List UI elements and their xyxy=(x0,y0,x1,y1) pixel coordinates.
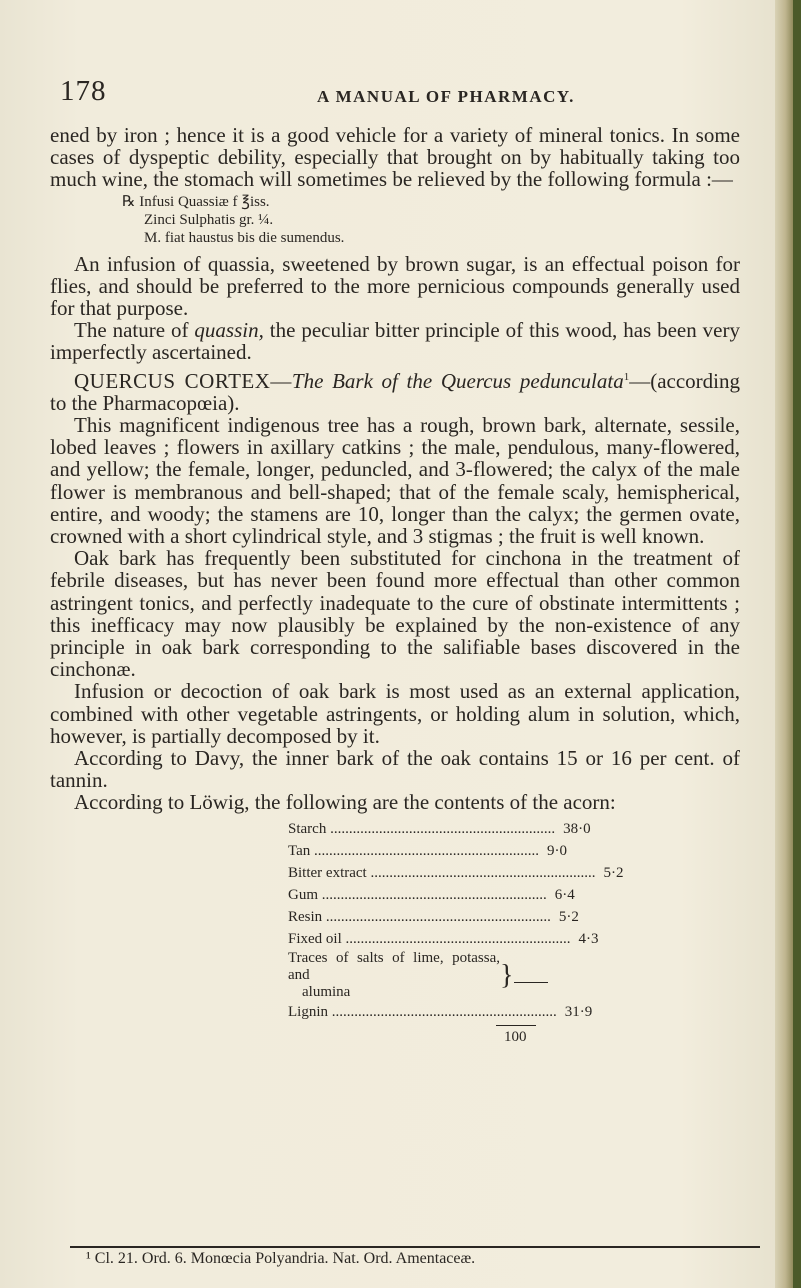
quassin-italic: quassin, xyxy=(194,318,264,343)
paragraph-lowig: According to Löwig, the following are the contents of the acorn: xyxy=(74,790,616,815)
footnote-marker: 1 xyxy=(623,370,630,383)
recipe-formula xyxy=(122,193,740,247)
row-name: Fixed oil ............................................................ xyxy=(288,931,571,948)
footnote: ¹ Cl. 21. Ord. 6. Monœcia Polyandria. Nat. Ord. Amentaceæ. xyxy=(86,1250,476,1267)
table-row-traces xyxy=(288,950,548,1001)
row-name: Starch ............................................................ xyxy=(288,820,556,837)
row-value: 38·0 xyxy=(563,820,591,837)
row-value: 5·2 xyxy=(558,909,579,926)
recipe-line-2: Zinci Sulphatis gr. ¼. xyxy=(144,211,274,228)
row-value: 6·4 xyxy=(554,886,575,903)
quassin-text-c: the peculiar bitter principle of this wood, has been very imperfectly ascertained. xyxy=(50,318,740,365)
quercus-heading: QUERCUS CORTEX— xyxy=(74,368,292,393)
paragraph-quassin xyxy=(50,319,740,363)
paragraph-tree-description: This magnificent indigenous tree has a rough, brown bark, alternate, sessile, lobed leaves ; flowers in axillary catkins ; the male, pendulous, many-flowered, and yellow; the female, longer, peduncled, and 3-flowered; the calyx of the male flower is membranous and bell-shaped; that of the female scaly, hemispherical, entire, and woody; the stamens are 10, longer than the calyx; the germen ovate, crowned with a short cylindrical style, and 3 stigmas ; the fruit is well known. xyxy=(50,413,740,549)
acorn-contents-table xyxy=(288,818,624,1049)
table-row xyxy=(288,884,575,906)
section-heading-quercus xyxy=(50,370,740,414)
traces-blank-value xyxy=(514,966,548,983)
quercus-note: —(according to the Pharmacopœia). xyxy=(50,368,740,415)
quercus-subtitle: The Bark of the Quercus pedunculata xyxy=(291,368,624,393)
row-value: 5·2 xyxy=(603,864,624,881)
row-name: Resin ............................................................ xyxy=(288,909,551,926)
paragraph-iron: ened by iron ; hence it is a good vehicle for a variety of mineral tonics. In some cases of dyspeptic debility, especially that brought on by habitually taking too much wine, the stomach will sometimes be relieved by the following formula :— xyxy=(50,123,740,192)
recipe-line-3: M. fiat haustus bis die sumendus. xyxy=(144,229,345,246)
paragraph-oak-bark-use: Oak bark has frequently been substituted for cinchona in the treatment of febrile diseases, but has never been found more effectual than other common astringent tonics, and perfectly inadequate to the cure of obstinate intermittents ; this inefficacy may now plausibly be explained by the non-existence of any principle in oak bark corresponding to the salifiable bases discovered in the cinchonæ. xyxy=(50,546,740,682)
table-row-lignin xyxy=(288,1001,593,1023)
row-name: Tan ............................................................ xyxy=(288,842,540,859)
row-name: Bitter extract ............................................................ xyxy=(288,864,596,881)
paragraph-davy: According to Davy, the inner bark of the oak contains 15 or 16 per cent. of tannin. xyxy=(50,746,740,793)
table-row xyxy=(288,840,568,862)
traces-line-2: alumina xyxy=(302,984,351,1001)
paragraph-quassia-infusion: An infusion of quassia, sweetened by brown sugar, is an effectual poison for flies, and should be preferred to the more pernicious compounds generally used for that purpose. xyxy=(50,251,740,321)
book-cover-edge xyxy=(793,0,801,1288)
table-row xyxy=(288,862,624,884)
table-row xyxy=(288,906,579,928)
table-row xyxy=(288,818,591,840)
lignin-value: 31·9 xyxy=(564,1004,593,1021)
running-head: A MANUAL OF PHARMACY. xyxy=(317,87,575,106)
row-value: 4·3 xyxy=(578,931,599,948)
lignin-name: Lignin ............................................................ xyxy=(288,1004,557,1021)
paragraph-infusion: Infusion or decoction of oak bark is most used as an external application, combined with other vegetable astringents, or holding alum in solution, which, however, is partially decomposed by it. xyxy=(50,679,740,748)
table-total: 100 xyxy=(504,1029,527,1046)
row-name: Gum ............................................................ xyxy=(288,886,547,903)
brace-mark: } xyxy=(500,959,514,991)
page-header xyxy=(60,75,740,115)
row-value: 9·0 xyxy=(547,842,568,859)
recipe-line-1: ℞ Infusi Quassiæ f ℥iss. xyxy=(122,193,270,210)
footnote-rule xyxy=(70,1246,760,1248)
page-body xyxy=(50,124,740,1048)
traces-line-1: Traces of salts of lime, potassa, and xyxy=(288,950,500,984)
page-number: 178 xyxy=(60,75,107,107)
table-row xyxy=(288,928,599,950)
quassin-text-a: The nature of xyxy=(74,318,195,343)
